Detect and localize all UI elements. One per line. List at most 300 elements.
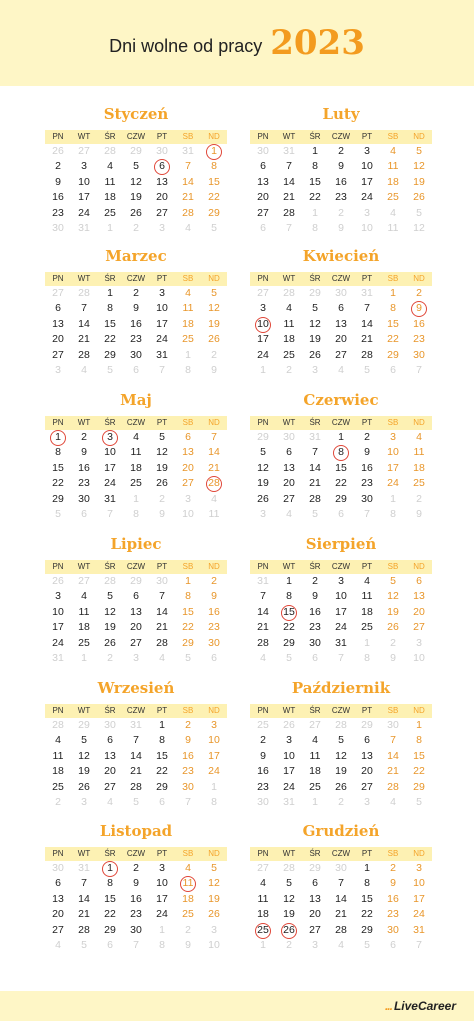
weekday-header <box>45 416 227 430</box>
day-cell: 20 <box>182 461 194 474</box>
day-cell: 19 <box>208 892 220 905</box>
weekday-label: SB <box>387 849 399 858</box>
day-cell: 10 <box>156 302 168 315</box>
logo-dots-icon: ... <box>384 999 392 1013</box>
day-cell: 21 <box>335 908 347 921</box>
day-cell: 7 <box>159 590 165 603</box>
day-cell: 22 <box>309 191 321 204</box>
day-cell: 4 <box>286 302 292 315</box>
day-cell: 16 <box>52 191 64 204</box>
weekday-label: PN <box>52 132 64 141</box>
day-cell: 11 <box>309 749 321 762</box>
week-row <box>250 332 432 347</box>
day-cell: 27 <box>52 348 64 361</box>
weekday-label: SB <box>387 418 399 427</box>
month-block <box>250 391 432 522</box>
day-cell: 7 <box>133 938 139 951</box>
day-cell: 3 <box>338 575 344 587</box>
day-cell: 3 <box>211 923 217 936</box>
day-cell: 1 <box>260 363 266 376</box>
day-cell: 27 <box>257 862 269 874</box>
day-cell: 29 <box>257 431 269 443</box>
day-cell: 9 <box>211 590 217 603</box>
day-cell: 24 <box>52 636 64 649</box>
week-row <box>250 461 432 476</box>
day-cell: 21 <box>283 191 295 204</box>
day-cell: 10 <box>413 877 425 890</box>
day-cell: 31 <box>130 719 142 731</box>
weekday-label: ŚR <box>309 132 321 141</box>
day-cell: 15 <box>104 892 116 905</box>
day-cell: 27 <box>309 923 321 936</box>
day-cell: 6 <box>260 221 266 234</box>
week-row <box>250 574 432 589</box>
week-row <box>250 605 432 620</box>
day-cell: 3 <box>260 507 266 520</box>
week-row <box>250 764 432 779</box>
holiday-day-cell: 26 <box>276 923 302 938</box>
week-row <box>250 780 432 795</box>
holiday-day-cell: 6 <box>149 159 175 174</box>
month-block <box>250 535 432 666</box>
day-cell: 20 <box>104 765 116 778</box>
month-name: Luty <box>322 105 360 123</box>
day-cell: 5 <box>338 734 344 747</box>
day-cell: 25 <box>257 719 269 731</box>
weekday-label: CZW <box>331 849 351 858</box>
day-cell: 10 <box>52 605 64 618</box>
day-cell: 5 <box>364 363 370 376</box>
day-cell: 1 <box>260 938 266 951</box>
month-name: Marzec <box>105 247 167 265</box>
weekday-label: PN <box>52 418 64 427</box>
day-cell: 13 <box>413 590 425 603</box>
day-cell: 8 <box>390 507 396 520</box>
day-cell: 4 <box>338 363 344 376</box>
day-cell: 9 <box>133 877 139 890</box>
day-cell: 23 <box>130 333 142 346</box>
week-row <box>250 507 432 522</box>
week-row <box>250 938 432 953</box>
day-cell: 17 <box>156 317 168 330</box>
holiday-day-cell: 1 <box>45 430 71 445</box>
day-cell: 13 <box>52 317 64 330</box>
day-cell: 25 <box>78 636 90 649</box>
header-banner <box>0 0 474 86</box>
week-row <box>250 907 432 922</box>
day-cell: 2 <box>416 287 422 299</box>
day-cell: 6 <box>159 795 165 808</box>
day-cell: 31 <box>309 431 321 443</box>
weekday-label: CZW <box>126 274 146 283</box>
day-cell: 12 <box>387 590 399 603</box>
day-cell: 18 <box>309 765 321 778</box>
day-cell: 12 <box>104 605 116 618</box>
day-cell: 6 <box>416 575 422 587</box>
day-cell: 7 <box>185 795 191 808</box>
week-row <box>250 348 432 363</box>
day-cell: 30 <box>156 145 168 157</box>
day-cell: 1 <box>159 719 165 731</box>
day-cell: 8 <box>107 302 113 315</box>
day-cell: 2 <box>312 575 318 587</box>
day-cell: 17 <box>283 765 295 778</box>
week-row <box>45 605 227 620</box>
week-row <box>45 892 227 907</box>
holiday-day-cell: 15 <box>276 605 302 620</box>
day-cell: 8 <box>107 877 113 890</box>
day-cell: 9 <box>338 160 344 173</box>
day-cell: 4 <box>159 651 165 664</box>
day-cell: 12 <box>413 160 425 173</box>
day-cell: 16 <box>257 765 269 778</box>
day-cell: 6 <box>211 651 217 664</box>
week-row <box>250 363 432 378</box>
day-cell: 8 <box>185 363 191 376</box>
day-cell: 2 <box>338 206 344 219</box>
weekday-label: SB <box>182 132 194 141</box>
day-cell: 14 <box>309 461 321 474</box>
day-cell: 30 <box>309 636 321 649</box>
weekday-label: WT <box>77 274 91 283</box>
weekday-label: ŚR <box>104 418 116 427</box>
day-cell: 5 <box>185 651 191 664</box>
day-cell: 31 <box>257 575 269 587</box>
day-cell: 4 <box>185 221 191 234</box>
week-row <box>45 286 227 301</box>
day-cell: 26 <box>52 575 64 587</box>
day-cell: 28 <box>257 636 269 649</box>
weekday-label: ŚR <box>104 132 116 141</box>
day-cell: 18 <box>257 908 269 921</box>
week-row <box>250 795 432 810</box>
day-cell: 12 <box>283 892 295 905</box>
day-cell: 25 <box>182 333 194 346</box>
day-cell: 28 <box>335 719 347 731</box>
day-cell: 17 <box>413 892 425 905</box>
day-cell: 7 <box>416 363 422 376</box>
day-cell: 8 <box>364 877 370 890</box>
day-cell: 29 <box>309 287 321 299</box>
day-cell: 19 <box>104 621 116 634</box>
day-cell: 4 <box>390 795 396 808</box>
day-cell: 20 <box>52 908 64 921</box>
weekday-header <box>45 847 227 861</box>
day-cell: 14 <box>78 317 90 330</box>
day-cell: 8 <box>390 302 396 315</box>
day-cell: 1 <box>338 431 344 443</box>
day-cell: 9 <box>390 651 396 664</box>
week-row <box>45 301 227 316</box>
day-cell: 18 <box>182 317 194 330</box>
month-name: Wrzesień <box>97 679 175 697</box>
day-cell: 16 <box>130 317 142 330</box>
day-cell: 5 <box>416 145 422 157</box>
day-cell: 10 <box>283 749 295 762</box>
day-cell: 14 <box>208 446 220 459</box>
weekday-label: WT <box>77 132 91 141</box>
weekday-header <box>250 416 432 430</box>
day-cell: 5 <box>81 734 87 747</box>
day-cell: 29 <box>335 492 347 505</box>
day-cell: 30 <box>361 492 373 505</box>
day-cell: 4 <box>81 590 87 603</box>
day-cell: 2 <box>107 651 113 664</box>
day-cell: 23 <box>413 333 425 346</box>
day-cell: 21 <box>208 461 220 474</box>
day-cell: 3 <box>55 590 61 603</box>
day-cell: 4 <box>211 492 217 505</box>
day-cell: 19 <box>283 908 295 921</box>
day-cell: 28 <box>52 719 64 731</box>
day-cell: 3 <box>55 363 61 376</box>
day-cell: 22 <box>335 477 347 490</box>
day-cell: 14 <box>130 749 142 762</box>
weekday-label: PT <box>361 706 373 715</box>
day-cell: 24 <box>208 765 220 778</box>
day-cell: 12 <box>413 221 425 234</box>
week-row <box>45 348 227 363</box>
holiday-day-cell: 1 <box>97 861 123 876</box>
day-cell: 26 <box>78 780 90 793</box>
day-cell: 23 <box>257 780 269 793</box>
month-block <box>250 822 432 953</box>
day-cell: 20 <box>52 333 64 346</box>
day-cell: 29 <box>413 780 425 793</box>
day-cell: 30 <box>283 431 295 443</box>
day-cell: 27 <box>78 145 90 157</box>
day-cell: 4 <box>81 363 87 376</box>
month-name: Październik <box>291 679 391 697</box>
day-cell: 25 <box>52 780 64 793</box>
day-cell: 29 <box>283 636 295 649</box>
weekday-label: PN <box>52 849 64 858</box>
day-cell: 16 <box>182 749 194 762</box>
day-cell: 24 <box>283 780 295 793</box>
day-cell: 7 <box>364 507 370 520</box>
weekday-label: PT <box>156 132 168 141</box>
day-cell: 1 <box>107 221 113 234</box>
day-cell: 8 <box>159 734 165 747</box>
day-cell: 27 <box>156 206 168 219</box>
weekday-label: CZW <box>331 418 351 427</box>
week-row <box>45 430 227 445</box>
day-cell: 14 <box>335 892 347 905</box>
day-cell: 4 <box>260 651 266 664</box>
day-cell: 20 <box>309 908 321 921</box>
title-label: Dni wolne od pracy <box>109 35 263 56</box>
day-cell: 15 <box>361 892 373 905</box>
day-cell: 3 <box>159 862 165 874</box>
day-cell: 4 <box>286 507 292 520</box>
day-cell: 23 <box>182 765 194 778</box>
day-cell: 12 <box>335 749 347 762</box>
day-cell: 28 <box>361 348 373 361</box>
day-cell: 18 <box>413 461 425 474</box>
day-cell: 29 <box>104 348 116 361</box>
day-cell: 2 <box>286 938 292 951</box>
weekday-label: ND <box>208 849 220 858</box>
day-cell: 4 <box>416 431 422 443</box>
day-cell: 28 <box>130 780 142 793</box>
day-cell: 16 <box>361 461 373 474</box>
day-cell: 9 <box>55 175 61 188</box>
week-row <box>45 589 227 604</box>
day-cell: 5 <box>133 160 139 173</box>
day-cell: 5 <box>312 302 318 315</box>
day-cell: 9 <box>185 734 191 747</box>
weekday-label: SB <box>387 562 399 571</box>
page-title <box>0 0 474 86</box>
weekday-label: SB <box>387 132 399 141</box>
week-row <box>45 363 227 378</box>
day-cell: 27 <box>257 206 269 219</box>
day-cell: 28 <box>156 636 168 649</box>
day-cell: 31 <box>78 221 90 234</box>
day-cell: 8 <box>211 795 217 808</box>
day-cell: 26 <box>413 191 425 204</box>
day-cell: 31 <box>182 145 194 157</box>
weekday-label: PT <box>156 562 168 571</box>
week-row <box>45 938 227 953</box>
day-cell: 30 <box>104 719 116 731</box>
day-cell: 15 <box>104 317 116 330</box>
week-row <box>45 332 227 347</box>
day-cell: 9 <box>312 590 318 603</box>
day-cell: 13 <box>309 892 321 905</box>
day-cell: 11 <box>283 317 295 330</box>
week-row <box>250 492 432 507</box>
weekday-label: SB <box>387 706 399 715</box>
day-cell: 26 <box>52 145 64 157</box>
day-cell: 30 <box>52 221 64 234</box>
weekday-label: PN <box>257 562 269 571</box>
week-row <box>250 190 432 205</box>
day-cell: 14 <box>156 605 168 618</box>
day-cell: 8 <box>55 446 61 459</box>
day-cell: 10 <box>361 160 373 173</box>
day-cell: 3 <box>312 363 318 376</box>
weekday-label: CZW <box>126 562 146 571</box>
day-cell: 6 <box>338 302 344 315</box>
week-row <box>250 286 432 301</box>
day-cell: 6 <box>133 363 139 376</box>
day-cell: 2 <box>185 923 191 936</box>
weekday-header <box>45 704 227 718</box>
day-cell: 30 <box>130 348 142 361</box>
week-row <box>250 206 432 221</box>
day-cell: 17 <box>156 892 168 905</box>
day-cell: 5 <box>107 363 113 376</box>
month-block <box>45 679 227 810</box>
day-cell: 2 <box>159 492 165 505</box>
day-cell: 19 <box>257 477 269 490</box>
day-cell: 2 <box>260 734 266 747</box>
week-row <box>250 175 432 190</box>
day-cell: 27 <box>182 477 194 490</box>
weekday-label: CZW <box>126 849 146 858</box>
day-cell: 10 <box>208 734 220 747</box>
day-cell: 30 <box>335 287 347 299</box>
day-cell: 17 <box>361 175 373 188</box>
footer-banner <box>0 991 474 1021</box>
week-row <box>45 749 227 764</box>
day-cell: 27 <box>257 287 269 299</box>
day-cell: 12 <box>130 175 142 188</box>
day-cell: 15 <box>182 605 194 618</box>
day-cell: 8 <box>286 590 292 603</box>
day-cell: 14 <box>283 175 295 188</box>
week-row <box>250 301 432 316</box>
day-cell: 5 <box>416 795 422 808</box>
day-cell: 30 <box>335 862 347 874</box>
day-cell: 8 <box>364 651 370 664</box>
day-cell: 2 <box>416 492 422 505</box>
week-row <box>45 636 227 651</box>
day-cell: 2 <box>133 221 139 234</box>
day-cell: 7 <box>81 302 87 315</box>
day-cell: 29 <box>104 923 116 936</box>
day-cell: 9 <box>260 749 266 762</box>
day-cell: 1 <box>107 287 113 299</box>
day-cell: 29 <box>208 206 220 219</box>
weekday-label: CZW <box>331 562 351 571</box>
day-cell: 31 <box>335 636 347 649</box>
day-cell: 1 <box>185 575 191 587</box>
day-cell: 23 <box>387 908 399 921</box>
week-row <box>250 430 432 445</box>
weekday-label: PT <box>156 849 168 858</box>
weekday-label: ŚR <box>104 849 116 858</box>
day-cell: 30 <box>413 348 425 361</box>
weekday-header <box>250 704 432 718</box>
day-cell: 6 <box>364 734 370 747</box>
weekday-label: PN <box>52 562 64 571</box>
month-name: Lipiec <box>110 535 162 553</box>
day-cell: 6 <box>107 938 113 951</box>
day-cell: 21 <box>257 621 269 634</box>
weekday-label: SB <box>387 274 399 283</box>
day-cell: 4 <box>55 734 61 747</box>
week-row <box>250 620 432 635</box>
day-cell: 12 <box>208 877 220 890</box>
day-cell: 19 <box>387 605 399 618</box>
day-cell: 13 <box>104 749 116 762</box>
day-cell: 24 <box>104 477 116 490</box>
day-cell: 7 <box>185 160 191 173</box>
day-cell: 20 <box>283 477 295 490</box>
week-row <box>250 718 432 733</box>
day-cell: 20 <box>335 333 347 346</box>
weekday-label: WT <box>77 706 91 715</box>
day-cell: 21 <box>387 765 399 778</box>
day-cell: 5 <box>364 938 370 951</box>
day-cell: 17 <box>387 461 399 474</box>
weekday-label: ND <box>413 562 425 571</box>
day-cell: 31 <box>413 923 425 936</box>
day-cell: 10 <box>104 446 116 459</box>
day-cell: 14 <box>78 892 90 905</box>
day-cell: 23 <box>361 477 373 490</box>
day-cell: 12 <box>309 317 321 330</box>
day-cell: 23 <box>78 477 90 490</box>
day-cell: 20 <box>156 191 168 204</box>
holiday-day-cell: 1 <box>201 144 227 159</box>
day-cell: 5 <box>286 651 292 664</box>
day-cell: 11 <box>387 221 399 234</box>
day-cell: 30 <box>257 145 269 157</box>
week-row <box>45 718 227 733</box>
